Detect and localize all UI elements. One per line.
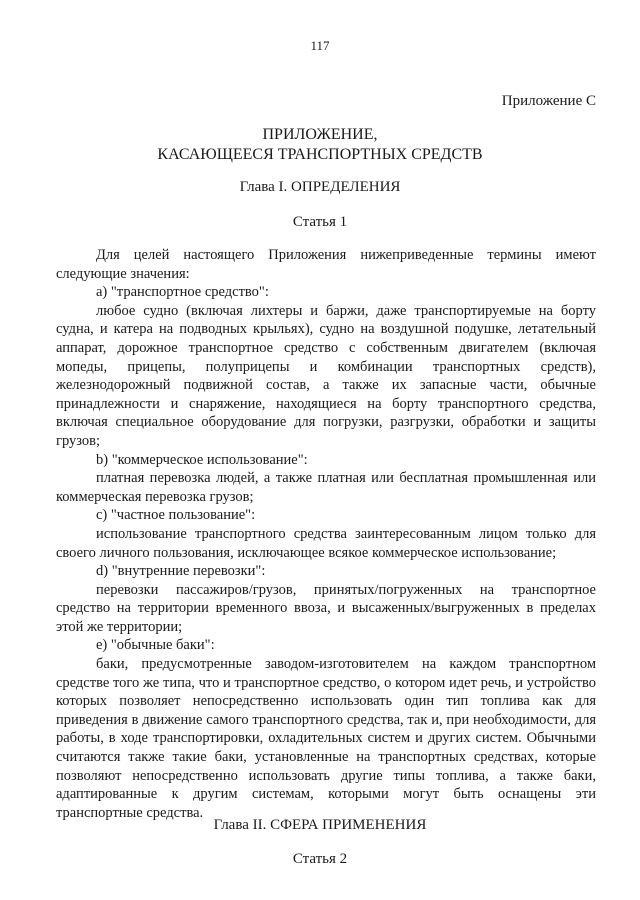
article-1-heading: Статья 1 <box>292 214 348 230</box>
term-e-definition: баки, предусмотренные заводом-изготовителем на каждом транспортном средстве того же типа, что и транспортное средство, о котором идет речь, и устройство которых позволяет непосредственно использовать один тип топлива как для приведения в движение самого транспортного средства, так и, при необходимости, для работы, в ходе транспортировки, охладительных систем и других систем. Обычными считаются также такие баки, установленные на транспортных средствах, которые позволяют непосредственно использовать другие типы топлива, а также баки, адаптированные к другим системам, которыми могут быть оснащены эти транспортные средства. <box>56 656 596 821</box>
chapter-1-heading: Глава I. ОПРЕДЕЛЕНИЯ <box>239 179 401 195</box>
term-b-label: b) "коммерческое использование": <box>96 451 308 468</box>
document-title <box>0 125 640 165</box>
chapter-2-heading: Глава II. СФЕРА ПРИМЕНЕНИЯ <box>213 817 427 833</box>
appendix-label: Приложение C <box>501 93 596 109</box>
article-1-body <box>56 246 596 822</box>
term-c-definition: использование транспортного средства заинтересованным лицом только для своего личного пользования, исключающее всякое коммерческое использование; <box>56 525 596 561</box>
term-c-label: c) "частное пользование": <box>96 507 256 524</box>
term-e-label: e) "обычные баки": <box>96 637 215 654</box>
article-2-heading: Статья 2 <box>292 851 348 867</box>
term-b-definition: платная перевозка людей, а также платная или бесплатная промышленная или коммерческая перевозка грузов; <box>56 470 596 505</box>
term-d-definition: перевозки пассажиров/грузов, принятых/погруженных на транспортное средство на территории временного ввоза, и высаженных/выгруженных в пределах этой же территории; <box>56 581 596 635</box>
title-line-1: ПРИЛОЖЕНИЕ, <box>262 126 378 143</box>
intro-paragraph: Для целей настоящего Приложения нижеприведенные термины имеют следующие значения: <box>56 247 596 282</box>
term-a-definition: любое судно (включая лихтеры и баржи, даже транспортируемые на борту судна, и катера на подводных крыльях), судно на воздушной подушке, летательный аппарат, дорожное транспортное средство с собственным двигателем (включая мопеды, прицепы, полуприцепы и комбинации транспортных средств), железнодорожный подвижной состав, а также их запасные части, обычные принадлежности и снаряжение, находящиеся на борту транспортного средства, включая специальное оборудование для погрузки, разгрузки, обработки и защиты грузов; <box>56 302 596 449</box>
term-d-label: d) "внутренние перевозки": <box>96 563 266 580</box>
term-a-label: a) "транспортное средство": <box>96 284 269 301</box>
page-number: 117 <box>310 38 330 53</box>
title-line-2: КАСАЮЩЕЕСЯ ТРАНСПОРТНЫХ СРЕДСТВ <box>157 146 483 163</box>
